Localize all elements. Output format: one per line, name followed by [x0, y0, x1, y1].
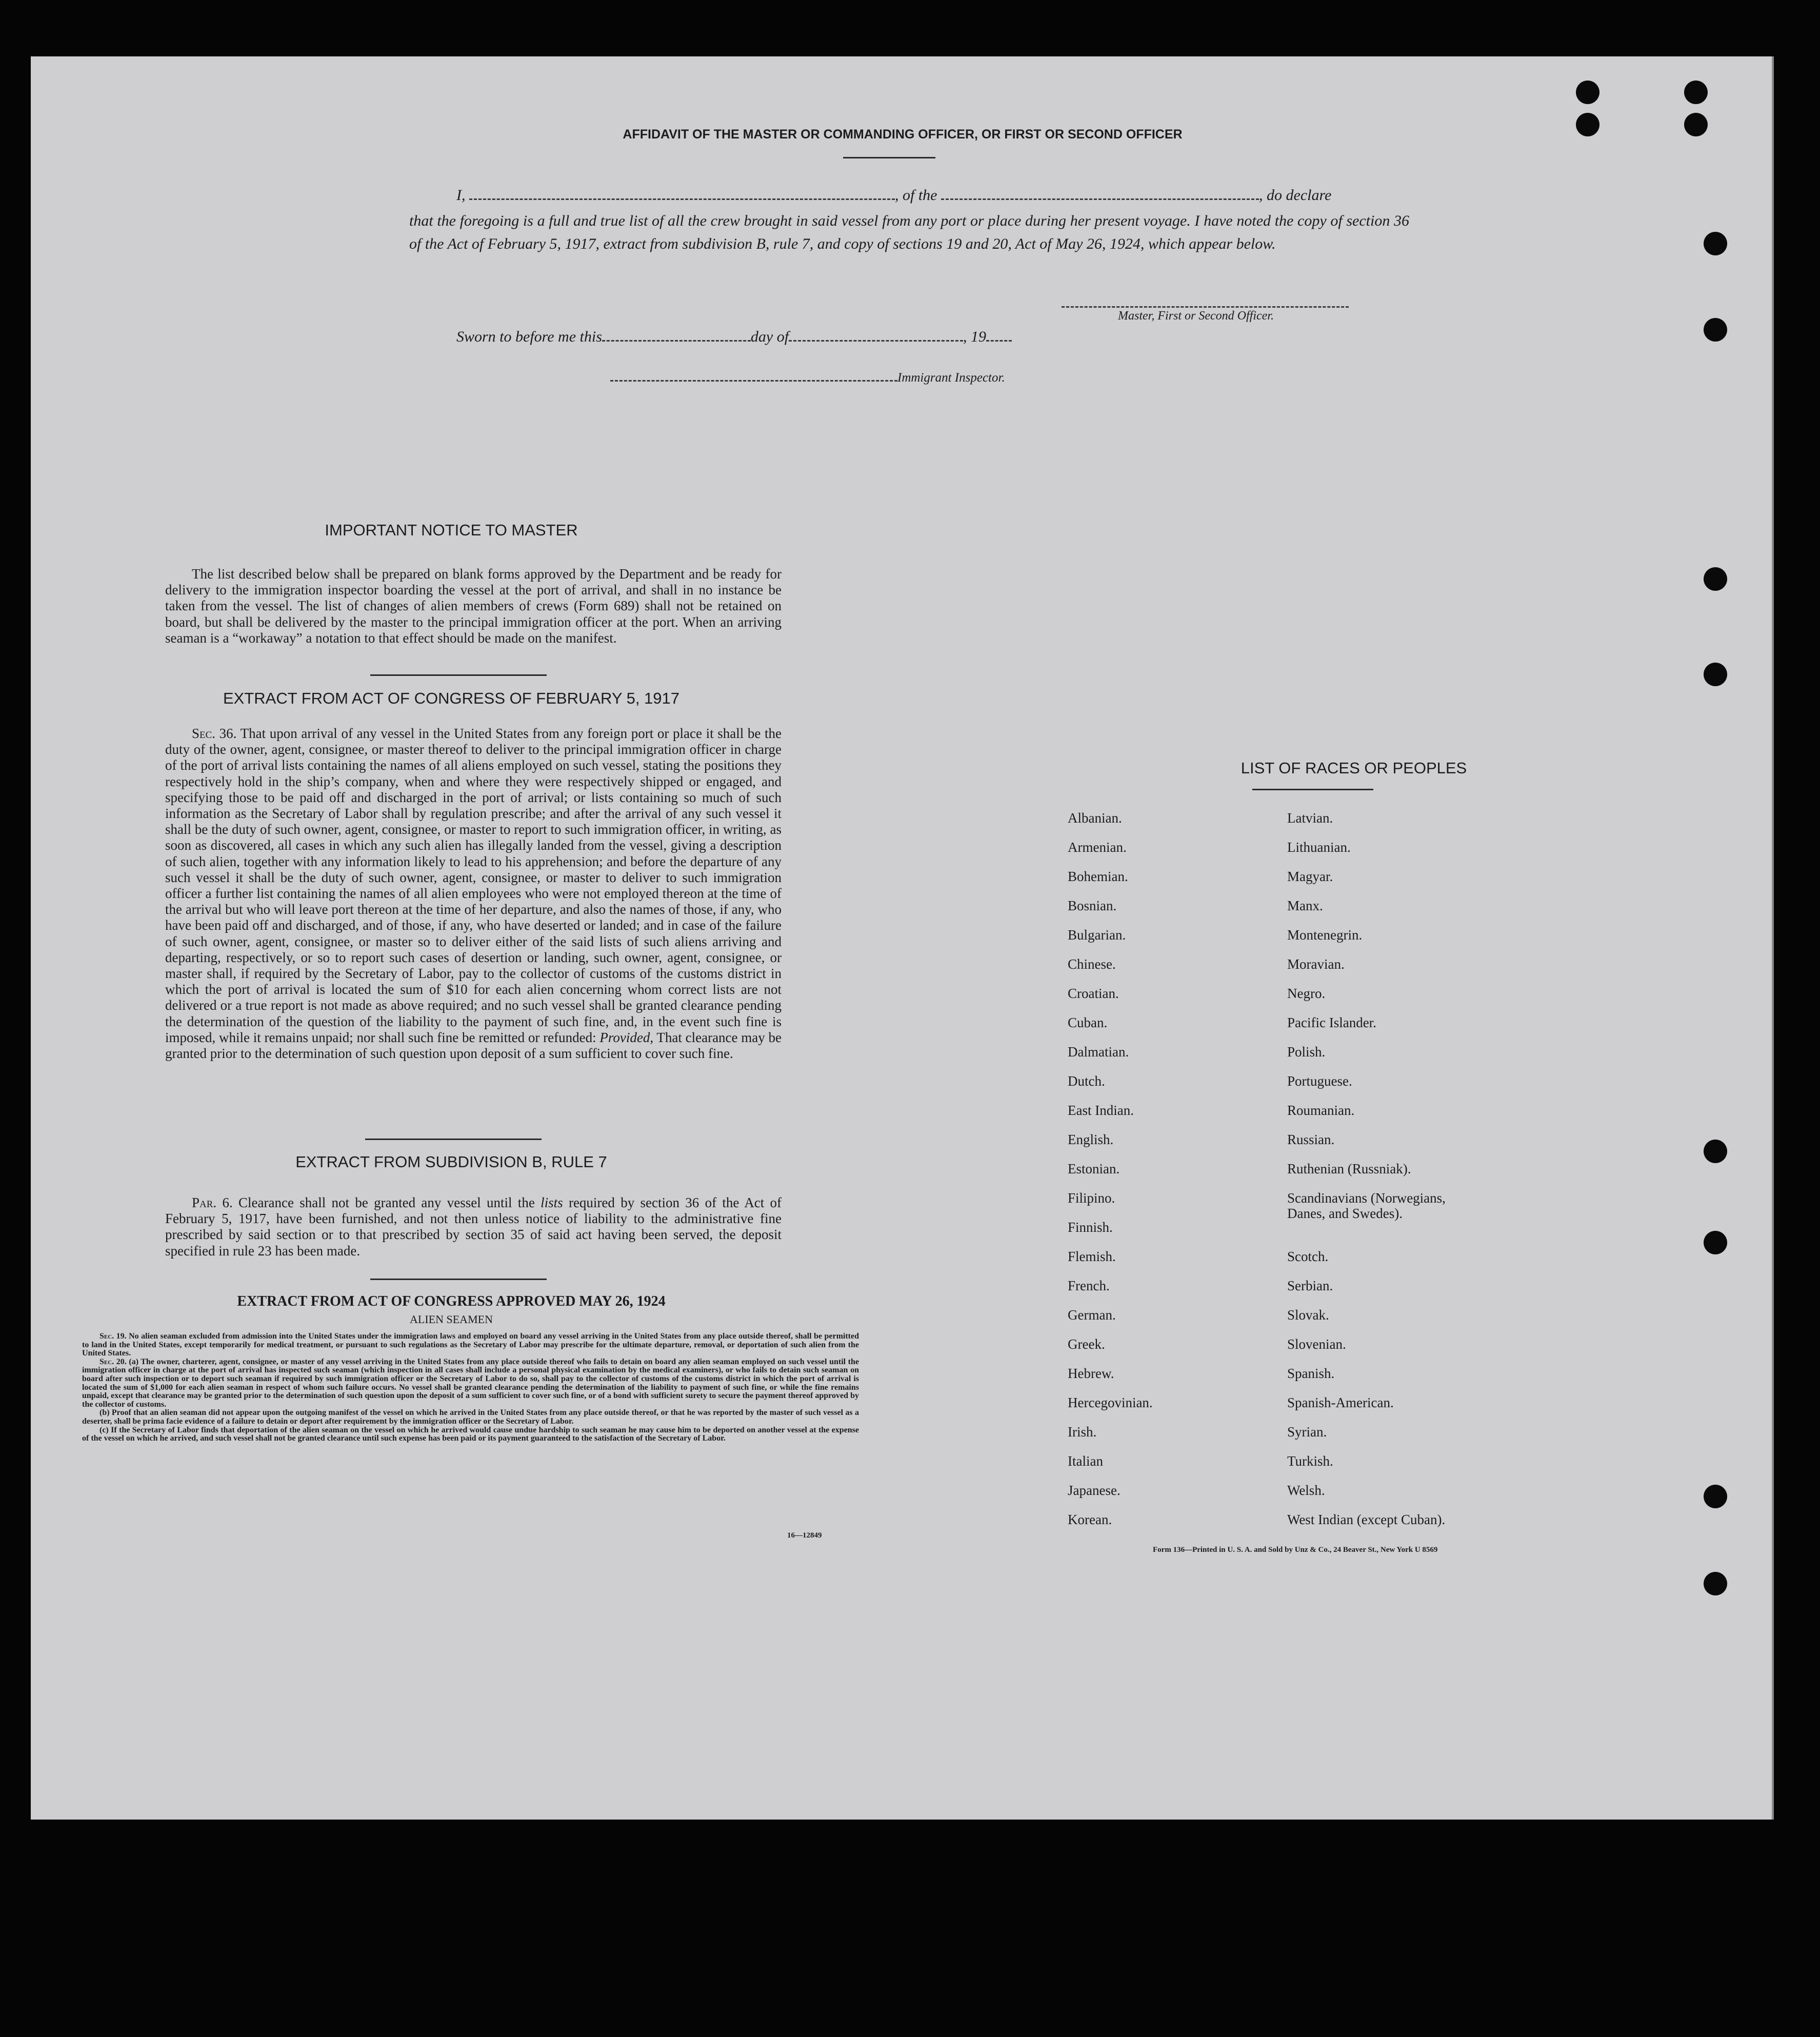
race-item: Bohemian.	[1068, 869, 1128, 884]
binder-hole-10	[1704, 1231, 1727, 1254]
races-title: LIST OF RACES OR PEOPLES	[1241, 759, 1467, 777]
race-item: Dutch.	[1068, 1073, 1105, 1089]
sec-20a-text: (a) The owner, charterer, agent, consignee, or master of any vessel arriving in the United States from any place outside thereof who fails to detain on board any alien seaman employed on such vessel until the immigration officer in charge at the port of arrival has inspected such seaman (which inspection in all cases shall include a personal physical examination by the medical examiners), or who fails to detain such seaman on board after such inspection or to deport such seaman if required by such immigration officer or the Secretary of Labor to do so, shall pay to the collector of customs of the customs district in which the port of arrival is located the sum of $1,000 for each alien seaman in respect of whom such failure occurs. No vessel shall be granted clearance pending the determination of the liability to payment of such fine, or while the fine remains unpaid, except that clearance may be granted prior to the determination of such question upon the deposit of a sum sufficient to cover such fine, or of a bond with sufficient surety to secure the payment thereof approved by the collector of customs.	[82, 1357, 859, 1409]
race-item: Bulgarian.	[1068, 927, 1126, 943]
extract-1917-divider	[365, 1139, 542, 1140]
race-item: Latvian.	[1287, 810, 1333, 826]
sworn-month-field[interactable]	[789, 340, 963, 342]
race-item: Scotch.	[1287, 1249, 1329, 1264]
binder-hole-8	[1704, 663, 1727, 686]
alien-seamen-subtitle: ALIEN SEAMEN	[410, 1313, 493, 1326]
title-divider	[843, 157, 935, 158]
year-label: , 19	[963, 328, 987, 345]
binder-hole-11	[1704, 1485, 1727, 1508]
rule-7-title: EXTRACT FROM SUBDIVISION B, RULE 7	[295, 1153, 607, 1171]
form-imprint: Form 136—Printed in U. S. A. and Sold by Unz & Co., 24 Beaver St., New York U 8569	[1153, 1546, 1438, 1554]
race-item: Cuban.	[1068, 1015, 1108, 1030]
race-item: Finnish.	[1068, 1220, 1113, 1235]
par-6-label: Par. 6.	[192, 1195, 233, 1210]
race-item: Korean.	[1068, 1512, 1112, 1527]
affidavit-title: AFFIDAVIT OF THE MASTER OR COMMANDING OFFICER, OR FIRST OR SECOND OFFICER	[623, 127, 1183, 142]
form-code: 16—12849	[787, 1531, 822, 1540]
binder-hole-1	[1576, 81, 1599, 104]
do-declare-label: , do declare	[1259, 187, 1332, 204]
extract-1917-body	[165, 726, 782, 1062]
notice-divider	[370, 674, 547, 676]
notice-title: IMPORTANT NOTICE TO MASTER	[325, 521, 578, 539]
sworn-label: Sworn to before me this	[456, 328, 602, 345]
race-item: Turkish.	[1287, 1453, 1333, 1469]
race-item: Scandinavians (Norwegians, Danes, and Swedes).	[1287, 1190, 1446, 1221]
race-item: Moravian.	[1287, 956, 1345, 972]
race-item: Flemish.	[1068, 1249, 1116, 1264]
race-item: West Indian (except Cuban).	[1287, 1512, 1446, 1527]
i-label: I,	[456, 187, 466, 204]
inspector-signature-field[interactable]	[610, 380, 897, 382]
race-item: Irish.	[1068, 1424, 1097, 1440]
race-item: Italian	[1068, 1453, 1103, 1469]
inspector-label: Immigrant Inspector.	[897, 371, 1005, 385]
race-item: Japanese.	[1068, 1483, 1121, 1498]
race-item: German.	[1068, 1307, 1116, 1323]
extract-1917-title: EXTRACT FROM ACT OF CONGRESS OF FEBRUARY 5, 1917	[223, 689, 680, 707]
race-item: Hercegovinian.	[1068, 1395, 1153, 1410]
sec-36-label: Sec. 36.	[192, 726, 237, 741]
sworn-day-field[interactable]	[602, 340, 751, 342]
race-item: Pacific Islander.	[1287, 1015, 1376, 1030]
of-the-label: , of the	[895, 187, 937, 204]
binder-hole-4	[1684, 113, 1708, 136]
sworn-line	[456, 328, 1123, 346]
notice-body: The list described below shall be prepared on blank forms approved by the Department and be ready for delivery to the immigration inspector boarding the vessel at the port of arrival, and shall in no instance be taken from the vessel. The list of changes of alien members of crews (Form 689) shall not be retained on board, but shall be delivered by the master to the principal immigration officer at the port. When an arriving seaman is a “workaway” a notation to that effect should be made on the manifest.	[165, 566, 782, 646]
binder-hole-12	[1704, 1572, 1727, 1595]
sec-36-proviso: That clearance may be granted prior to the determination of such question upon deposit of a sum sufficient to cover such fine.	[165, 1029, 782, 1062]
binder-hole-2	[1684, 81, 1708, 104]
document-page	[31, 56, 1774, 1820]
affidavit-body: that the foregoing is a full and true list of all the crew brought in said vessel from any port or place during her present voyage. I have noted the copy of section 36 of the Act of February 5, 1917, extract from subdivision B, rule 7, and copy of sections 19 and 20, Act of May 26, 1924, which appear below.	[409, 212, 1409, 252]
race-item: Magyar.	[1287, 869, 1333, 884]
race-item: Spanish-American.	[1287, 1395, 1394, 1410]
race-item: Welsh.	[1287, 1483, 1325, 1498]
race-item: Lithuanian.	[1287, 840, 1351, 855]
race-item: Slovenian.	[1287, 1336, 1346, 1352]
rule-7-body	[165, 1195, 782, 1259]
race-item: Albanian.	[1068, 810, 1122, 826]
extract-1924-title: EXTRACT FROM ACT OF CONGRESS APPROVED MAY 26, 1924	[237, 1293, 666, 1309]
race-item: English.	[1068, 1132, 1114, 1147]
sec-19-label: Sec. 19.	[99, 1332, 127, 1341]
race-item: Greek.	[1068, 1336, 1105, 1352]
sec-20a-paragraph	[82, 1358, 859, 1409]
par-6-text-a: Clearance shall not be granted any vessel until the	[238, 1195, 535, 1210]
race-item: Chinese.	[1068, 956, 1116, 972]
sec-36-text: That upon arrival of any vessel in the United States from any foreign port or place it shall be the duty of the owner, agent, consignee, or master thereof to deliver to the principal immigration officer in charge of the port of arrival lists containing the names of all aliens employed on such vessel, stating the positions they respectively hold in the ship’s company, when and where they were respectively shipped or engaged, and specifying those to be paid off and discharged in the port of arrival; or lists containing so much of such information as the Secretary of Labor shall by regulation prescribe; and after the arrival of any such vessel it shall be the duty of such owner, agent, consignee, or master to report to such immigration officer, in writing, as soon as discovered, all cases in which any such alien has illegally landed from the vessel, giving a description of such alien, together with any information likely to lead to his apprehension; and before the departure of any such vessel it shall be the duty of such owner, agent, consignee, or master to deliver to such immigration officer a further list containing the names of all alien employees who were not employed thereon at the time of the arrival but who will leave port thereon at the time of her departure, and also the names of those, if any, who have been paid off and discharged, and of those, if any, who have deserted or landed; and in case of the failure of such owner, agent, consignee, or master so to deliver either of the said lists of such aliens arriving and departing, respectively, or so to report such cases of desertion or landing, such owner, agent, consignee, or master shall, if required by the Secretary of Labor, pay to the collector of customs of the customs district in which the port of arrival is located the sum of $10 for each alien concerning whom correct lists are not delivered or a true report is not made as above required; and no such vessel shall be granted clearance pending the determination of the question of the liability to the payment of such fine, and, in the event such fine is imposed, while it remains unpaid; nor shall such fine be remitted or refunded:	[165, 726, 782, 1045]
race-item: Portuguese.	[1287, 1073, 1352, 1089]
race-item: Ruthenian (Russniak).	[1287, 1161, 1411, 1176]
race-item: French.	[1068, 1278, 1110, 1293]
lists-word: lists	[541, 1195, 563, 1210]
provided-label: Provided,	[599, 1029, 654, 1045]
binder-hole-5	[1704, 232, 1727, 255]
race-item: Russian.	[1287, 1132, 1335, 1147]
binder-hole-9	[1704, 1140, 1727, 1163]
race-item: Hebrew.	[1068, 1366, 1114, 1381]
race-item: Syrian.	[1287, 1424, 1327, 1440]
binder-hole-6	[1704, 318, 1727, 342]
master-signature-field[interactable]	[1062, 306, 1349, 308]
affidavit-declaration-line	[456, 187, 1410, 204]
sec-19-paragraph	[82, 1332, 859, 1358]
master-signature-label: Master, First or Second Officer.	[1118, 309, 1274, 323]
sec-20c-paragraph: (c) If the Secretary of Labor finds that deportation of the alien seaman on the vessel on which he arrived would cause undue hardship to such seaman he may cause him to be deported on another vessel at the expense of the vessel on which he arrived, and such vessel shall not be granted clearance until such expense has been paid or its payment guaranteed to the satisfaction of the Secretary of Labor.	[82, 1425, 859, 1443]
race-item: Manx.	[1287, 898, 1323, 913]
race-item: Polish.	[1287, 1044, 1326, 1060]
sec-19-text: No alien seaman excluded from admission into the United States under the immigration laws and employed on board any vessel arriving in the United States from any place outside thereof, shall be permitted to land in the United States, except temporarily for medical treatment, or pursuant to such regulations as the Secretary of Labor may prescribe for the ultimate departure, removal, or deportation of such alien from the United States.	[82, 1332, 859, 1358]
rule-7-divider	[370, 1279, 547, 1280]
race-item: Serbian.	[1287, 1278, 1333, 1293]
race-item: Filipino.	[1068, 1190, 1115, 1206]
race-item: Estonian.	[1068, 1161, 1120, 1176]
vessel-field[interactable]	[941, 198, 1259, 200]
race-item: Roumanian.	[1287, 1103, 1355, 1118]
race-item: East Indian.	[1068, 1103, 1134, 1118]
race-item: Bosnian.	[1068, 898, 1117, 913]
race-item: Slovak.	[1287, 1307, 1329, 1323]
name-field[interactable]	[469, 198, 895, 200]
race-item: Spanish.	[1287, 1366, 1335, 1381]
extract-1924-body	[82, 1332, 859, 1443]
race-item: Dalmatian.	[1068, 1044, 1129, 1060]
sworn-year-field[interactable]	[986, 340, 1012, 342]
sec-20-label: Sec. 20.	[99, 1357, 127, 1366]
binder-hole-7	[1704, 567, 1727, 591]
race-item: Montenegrin.	[1287, 927, 1363, 943]
race-item: Croatian.	[1068, 986, 1119, 1001]
day-of-label: day of	[750, 328, 789, 345]
inspector-line	[610, 371, 1072, 385]
sec-20b-paragraph: (b) Proof that an alien seaman did not appear upon the outgoing manifest of the vessel on which he arrived in the United States from any place outside thereof, or that he was reported by the master of such vessel as a deserter, shall be prima facie evidence of a failure to detain or deport after requirement by the immigration officer or the Secretary of Labor.	[82, 1408, 859, 1426]
races-divider	[1252, 789, 1373, 790]
race-item: Negro.	[1287, 986, 1326, 1001]
race-item: Armenian.	[1068, 840, 1127, 855]
binder-hole-3	[1576, 113, 1599, 136]
par-6-text-b: required by section 36 of the Act of February 5, 1917, have been furnished, and not then unless notice of liability to the administrative fine prescribed by said section or to that prescribed by section 35 of said act having been served, the deposit specified in rule 23 has been made.	[165, 1195, 782, 1259]
